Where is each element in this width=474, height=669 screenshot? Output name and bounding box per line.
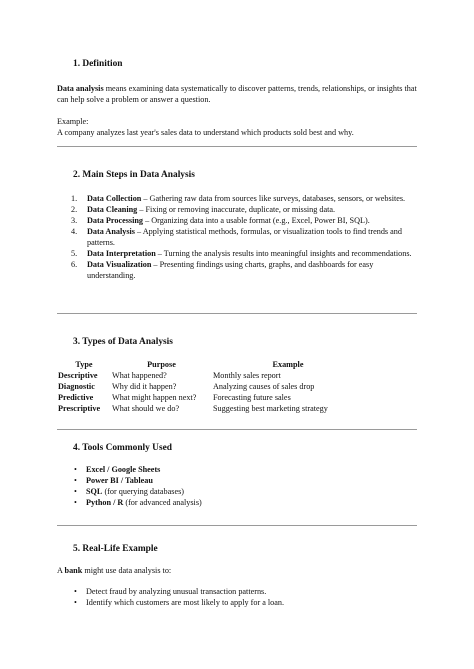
definition-example-label: Example: (57, 117, 89, 126)
types-rows (57, 370, 364, 414)
definition-paragraph (57, 83, 417, 105)
purpose-cell: What should we do? (112, 404, 180, 413)
section-divider (57, 146, 417, 147)
definition-term: Data analysis (57, 84, 104, 93)
step-item (57, 259, 417, 281)
step-item (57, 193, 417, 204)
example-cell: Suggesting best marketing strategy (213, 404, 328, 413)
step-term: Data Collection (87, 194, 142, 203)
bullet-icon: • (74, 487, 77, 496)
tool-item (57, 486, 417, 497)
example-heading: 5. Real-Life Example (73, 544, 158, 554)
types-body (57, 359, 417, 414)
definition-text: means examining data systematically to discover patterns, trends, relationships, or insights that can help solve a problem or answer a question. (57, 84, 417, 104)
step-text: – Applying statistical methods, formulas, or visualization tools to find trends and patterns. (87, 227, 402, 247)
types-col-example: Example (272, 360, 304, 369)
tool-note: (for querying databases) (102, 487, 185, 496)
step-number: 6. (71, 260, 78, 269)
tools-list (57, 464, 417, 508)
example-body (57, 565, 417, 608)
tool-name: Power BI / Tableau (86, 476, 153, 485)
bullet-icon: • (74, 587, 77, 596)
purpose-cell: Why did it happen? (112, 382, 177, 391)
step-text: – Fixing or removing inaccurate, duplicate, or missing data. (137, 205, 336, 214)
steps-body (57, 193, 417, 281)
tool-name: Python / R (86, 498, 124, 507)
step-number: 2. (71, 205, 78, 214)
types-col-purpose: Purpose (147, 360, 176, 369)
step-term: Data Processing (87, 216, 144, 225)
example-cell: Monthly sales report (213, 371, 281, 380)
types-row (57, 381, 364, 392)
tool-item (57, 475, 417, 486)
tool-note: (for advanced analysis) (123, 498, 202, 507)
step-text: – Presenting findings using charts, graphs, and dashboards for easy understanding. (87, 260, 374, 280)
example-cell: Forecasting future sales (213, 393, 291, 402)
step-item (57, 204, 417, 215)
definition-body (57, 83, 417, 138)
example-cell: Analyzing causes of sales drop (213, 382, 315, 391)
step-number: 5. (71, 249, 78, 258)
step-text: – Gathering raw data from sources like surveys, databases, sensors, or websites. (141, 194, 406, 203)
tool-item (57, 497, 417, 508)
example-item-text: Identify which customers are most likely to apply for a loan. (86, 598, 285, 607)
section-divider (57, 429, 417, 430)
tool-name: Excel / Google Sheets (86, 465, 161, 474)
bullet-icon: • (74, 598, 77, 607)
tool-name: SQL (86, 487, 103, 496)
type-cell: Prescriptive (58, 404, 101, 413)
steps-list (57, 193, 417, 281)
example-intro-pre: A (57, 566, 65, 575)
definition-heading: 1. Definition (73, 59, 123, 69)
types-col-type: Type (75, 360, 93, 369)
purpose-cell: What might happen next? (112, 393, 197, 402)
example-item (57, 597, 417, 608)
type-cell: Predictive (58, 393, 94, 402)
example-intro (57, 565, 417, 576)
example-item-text: Detect fraud by analyzing unusual transaction patterns. (86, 587, 267, 596)
type-cell: Diagnostic (58, 382, 95, 391)
example-intro-post: might use data analysis to: (82, 566, 172, 575)
example-item (57, 586, 417, 597)
section-divider (57, 525, 417, 526)
types-row (57, 392, 364, 403)
step-text: – Turning the analysis results into meaningful insights and recommendations. (155, 249, 412, 258)
step-term: Data Analysis (87, 227, 135, 236)
types-heading: 3. Types of Data Analysis (73, 337, 173, 347)
step-number: 3. (71, 216, 78, 225)
step-text: – Organizing data into a usable format (e.g., Excel, Power BI, SQL). (143, 216, 370, 225)
tool-item (57, 464, 417, 475)
bullet-icon: • (74, 465, 77, 474)
bullet-icon: • (74, 498, 77, 507)
step-item (57, 215, 417, 226)
step-term: Data Cleaning (87, 205, 138, 214)
step-number: 4. (71, 227, 78, 236)
step-number: 1. (71, 194, 78, 203)
types-row (57, 370, 364, 381)
type-cell: Descriptive (58, 371, 98, 380)
purpose-cell: What happened? (112, 371, 167, 380)
bullet-icon: • (74, 476, 77, 485)
step-item (57, 226, 417, 248)
types-header-row (57, 359, 364, 370)
steps-heading: 2. Main Steps in Data Analysis (73, 170, 195, 180)
tools-body (57, 464, 417, 508)
step-term: Data Interpretation (87, 249, 156, 258)
step-term: Data Visualization (87, 260, 152, 269)
example-intro-term: bank (64, 566, 83, 575)
example-list (57, 586, 417, 608)
types-table (57, 359, 364, 414)
tools-heading: 4. Tools Commonly Used (73, 443, 172, 453)
types-row (57, 403, 364, 414)
definition-example-text: A company analyzes last year's sales data to understand which products sold best and why. (57, 128, 354, 137)
step-item (57, 248, 417, 259)
section-divider (57, 313, 417, 314)
